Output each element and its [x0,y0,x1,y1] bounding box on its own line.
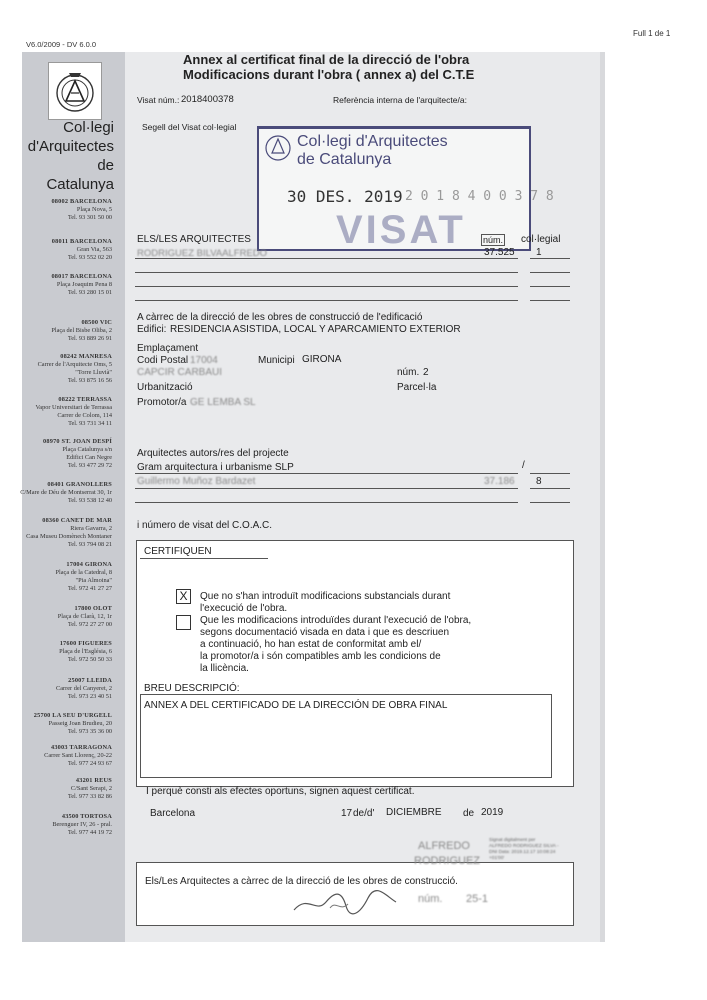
num-col-label: núm. [483,235,504,245]
stamp-seal-icon [263,133,293,163]
closing-city: Barcelona [150,808,196,819]
office-detail: C/Sant Serapi, 2 [70,785,112,792]
option-2-checkbox[interactable] [176,615,191,630]
option-2-line-1: Que les modificacions introduïdes durant l'execució de l'obra, [200,615,472,626]
office-detail: Carrer de Colom, 114 [57,412,112,419]
office-city: 08360 CANET DE MAR [42,517,112,524]
office-detail: Tel. 93 538 12 40 [67,497,112,504]
right-band [600,52,605,942]
reference-label: Referència interna de l'arquitecte/a: [333,95,467,105]
office-city: 43003 TARRAGONA [50,744,112,751]
option-1-line-1: Que no s'han introduït modificacions substancials durant [200,591,451,602]
option-1-line-2: l'execució de l'obra. [200,603,288,614]
visa-number-label: i número de visat del C.O.A.C. [137,520,273,531]
signer-line-2: RODRIGUEZ [414,855,480,867]
office-detail: Berenguer IV, 26 - pral. [52,821,112,828]
number-value: 2 [423,367,429,378]
option-2-line-3: a continuació, ho han estat de conformitat amb el/ [200,639,422,650]
office-detail: Carrer de l'Arquitecte Oms, 5 [37,361,112,368]
closing-day-sep: de/d' [353,808,375,819]
office-city: 08011 BARCELONA [51,238,112,245]
closing-year-sep: de [463,808,475,819]
page-indicator: Full 1 de 1 [633,29,671,38]
office-detail: Tel. 972 41 27 27 [67,585,112,592]
title-line-1: Annex al certificat final de la direcció de l'obra [183,52,470,67]
office-detail: Plaça de l'Església, 6 [59,648,112,655]
office-entry [12,640,112,664]
office-detail: Tel. 977 24 93 67 [67,760,112,767]
urbanization-label: Urbanització [137,382,193,393]
office-detail: Vapor Universitari de Terrassa [35,404,112,411]
closing-day: 17 [341,808,353,819]
office-detail: Tel. 972 27 27 00 [67,621,112,628]
office-entry [12,273,112,297]
office-entry [12,353,112,385]
office-detail: Passeig Joan Brudieu, 20 [48,720,112,727]
author-2-col: 8 [536,476,542,487]
office-entry [12,438,112,470]
office-entry [12,319,112,343]
architects-header: ELS/LES ARQUITECTES [137,234,251,245]
office-detail: Plaça de Clarà, 12, 1r [57,613,112,620]
signer-line-4: 25-1 [466,893,489,905]
brief-label: BREU DESCRIPCIÓ: [144,683,240,694]
office-detail: Tel. 93 552 02 20 [67,254,112,261]
promoter-value: GE LEMBA SL [190,397,256,408]
office-detail: Tel. 93 875 16 56 [67,377,112,384]
visat-stamp-text: VISAT [336,208,466,252]
closing-month: DICIEMBRE [386,807,442,818]
office-city: 08401 GRANOLLERS [47,481,112,488]
office-detail: Gran Via, 563 [76,246,112,253]
option-2-line-4: la promotor/a i són compatibles amb les condicions de [200,651,441,662]
option-2-line-5: la llicència. [200,663,249,674]
office-detail: Tel. 972 50 50 33 [67,656,112,663]
office-detail: Tel. 93 889 26 91 [67,335,112,342]
office-city: 08500 VIC [81,319,112,326]
stamp-code: 2 0 1 8 4 0 0 3 7 8 [405,189,554,204]
building-label: Edifici: [137,324,167,335]
title-line-2: Modificacions durant l'obra ( annex a) del C.T.E [183,67,475,82]
municipality-label: Municipi [258,355,295,366]
handwritten-signature [290,888,400,918]
office-detail: Carrer Sant Llorenç, 20-22 [44,752,112,759]
street-value: CAPCIR CARBAUI [137,367,223,378]
office-detail: Tel. 93 794 08 21 [67,541,112,548]
office-detail: Tel. 93 477 29 72 [67,462,112,469]
office-entry [12,198,112,222]
signer-line-1: ALFREDO [418,840,470,852]
office-detail: "Torre Lluvià" [75,369,112,376]
office-entry [12,605,112,629]
stamp-org-line-1: Col·legi d'Arquitectes [297,133,448,150]
coac-name: Col·legi d'Arquitectes de Catalunya [27,119,114,193]
office-entry [12,561,112,593]
visat-number: 2018400378 [181,94,234,105]
office-detail: Tel. 977 33 82 86 [67,793,112,800]
office-entry [12,813,112,837]
office-city: 08002 BARCELONA [51,198,112,205]
postal-label: Codi Postal [137,355,189,366]
visat-label: Visat núm.: [137,95,180,105]
form-version: V6.0/2009 - DV 6.0.0 [26,40,97,49]
office-detail: Tel. 93 731 34 11 [68,420,112,427]
certify-heading: CERTIFIQUEN [144,546,212,557]
signature-label: Els/Les Arquitectes a càrrec de la direcció de les obres de construcció. [145,876,458,887]
office-detail: Riera Gavarra, 2 [70,525,112,532]
digital-signature-block: Signat digitalment per ALFREDO RODRIGUEZ SILVA - DNI Data: 2019.12.17 10:08:24 +01'00' [489,838,559,861]
architect-1-col: 1 [536,247,542,258]
office-entry [12,238,112,262]
postal-value: 17004 [190,355,218,366]
building-value: RESIDENCIA ASISTIDA, LOCAL Y APARCAMIENTO EXTERIOR [170,324,461,335]
office-entry [12,777,112,801]
office-detail: Plaça Catalunya s/n [62,446,112,453]
architect-1-num: 37.525 [484,247,515,258]
college-col-label: col·legial [521,234,561,245]
office-detail: "Pia Almoina" [75,577,112,584]
closing-year: 2019 [481,807,504,818]
promoter-label: Promotor/a [137,397,187,408]
office-detail: Edifici Can Negre [66,454,112,461]
office-entry [12,396,112,428]
office-detail: C/Mare de Déu de Montserrat 30, 1r [20,489,112,496]
coac-logo [48,62,102,120]
office-city: 08222 TERRASSA [58,396,112,403]
office-city: 43500 TORTOSA [61,813,112,820]
author-1-name: Gram arquitectura i urbanisme SLP [137,462,294,473]
authors-label: Arquitectes autors/res del projecte [137,448,289,459]
number-label: núm. [397,367,420,378]
office-detail: Carrer del Canyeret, 2 [56,685,112,692]
signer-line-3: núm. [418,893,443,905]
stamp-date: 30 DES. 2019 [287,187,403,206]
author-2-name: Guillermo Muñoz Bardazet [137,476,256,487]
office-detail: Plaça Joaquim Pena 8 [56,281,112,288]
stamp-org-line-2: de Catalunya [297,151,392,168]
seal-label: Segell del Visat col·legial [142,122,237,132]
architect-1-name: RODRIGUEZ BILVAALFREDO [137,248,268,259]
office-detail: Casa Museu Domènech Montaner [26,533,112,540]
office-entry [12,481,112,505]
option-2-line-2: segons documentació visada en data i que es descriuen [200,627,450,638]
office-detail: Tel. 93 301 50 00 [67,214,112,221]
author-2-num: 37.186 [484,476,515,487]
office-detail: Plaça de la Catedral, 8 [55,569,112,576]
office-city: 25007 LLEIDA [68,677,112,684]
office-city: 25700 LA SEU D'URGELL [33,712,112,719]
office-entry [12,677,112,701]
office-detail: Tel. 977 44 19 72 [67,829,112,836]
office-detail: Tel. 93 280 15 01 [67,289,112,296]
office-detail: Plaça del Bisbe Oliba, 2 [51,327,112,334]
office-detail: Tel. 973 35 36 00 [67,728,112,735]
municipality-value: GIRONA [302,354,342,365]
office-city: 17600 FIGUERES [59,640,112,647]
project-intro: A càrrec de la direcció de les obres de construcció de l'edificació [137,312,423,323]
brief-text: ANNEX A DEL CERTIFICADO DE LA DIRECCIÓN DE OBRA FINAL [144,700,448,711]
location-label: Emplaçament [137,343,199,354]
office-city: 08970 ST. JOAN DESPÍ [43,438,112,445]
closing-statement: I perquè consti als efectes oportuns, signen aquest certificat. [146,786,415,797]
office-city: 08242 MANRESA [60,353,112,360]
office-entry [12,744,112,768]
option-1-checkbox[interactable]: X [176,589,191,604]
office-city: 17004 GIRONA [66,561,112,568]
office-city: 43201 REUS [75,777,112,784]
office-city: 17800 OLOT [74,605,112,612]
office-city: 08017 BARCELONA [51,273,112,280]
office-detail: Tel. 973 23 40 51 [67,693,112,700]
office-detail: Plaça Nova, 5 [76,206,112,213]
office-entry [12,712,112,736]
parcel-label: Parcel·la [397,382,437,393]
office-entry [12,517,112,549]
